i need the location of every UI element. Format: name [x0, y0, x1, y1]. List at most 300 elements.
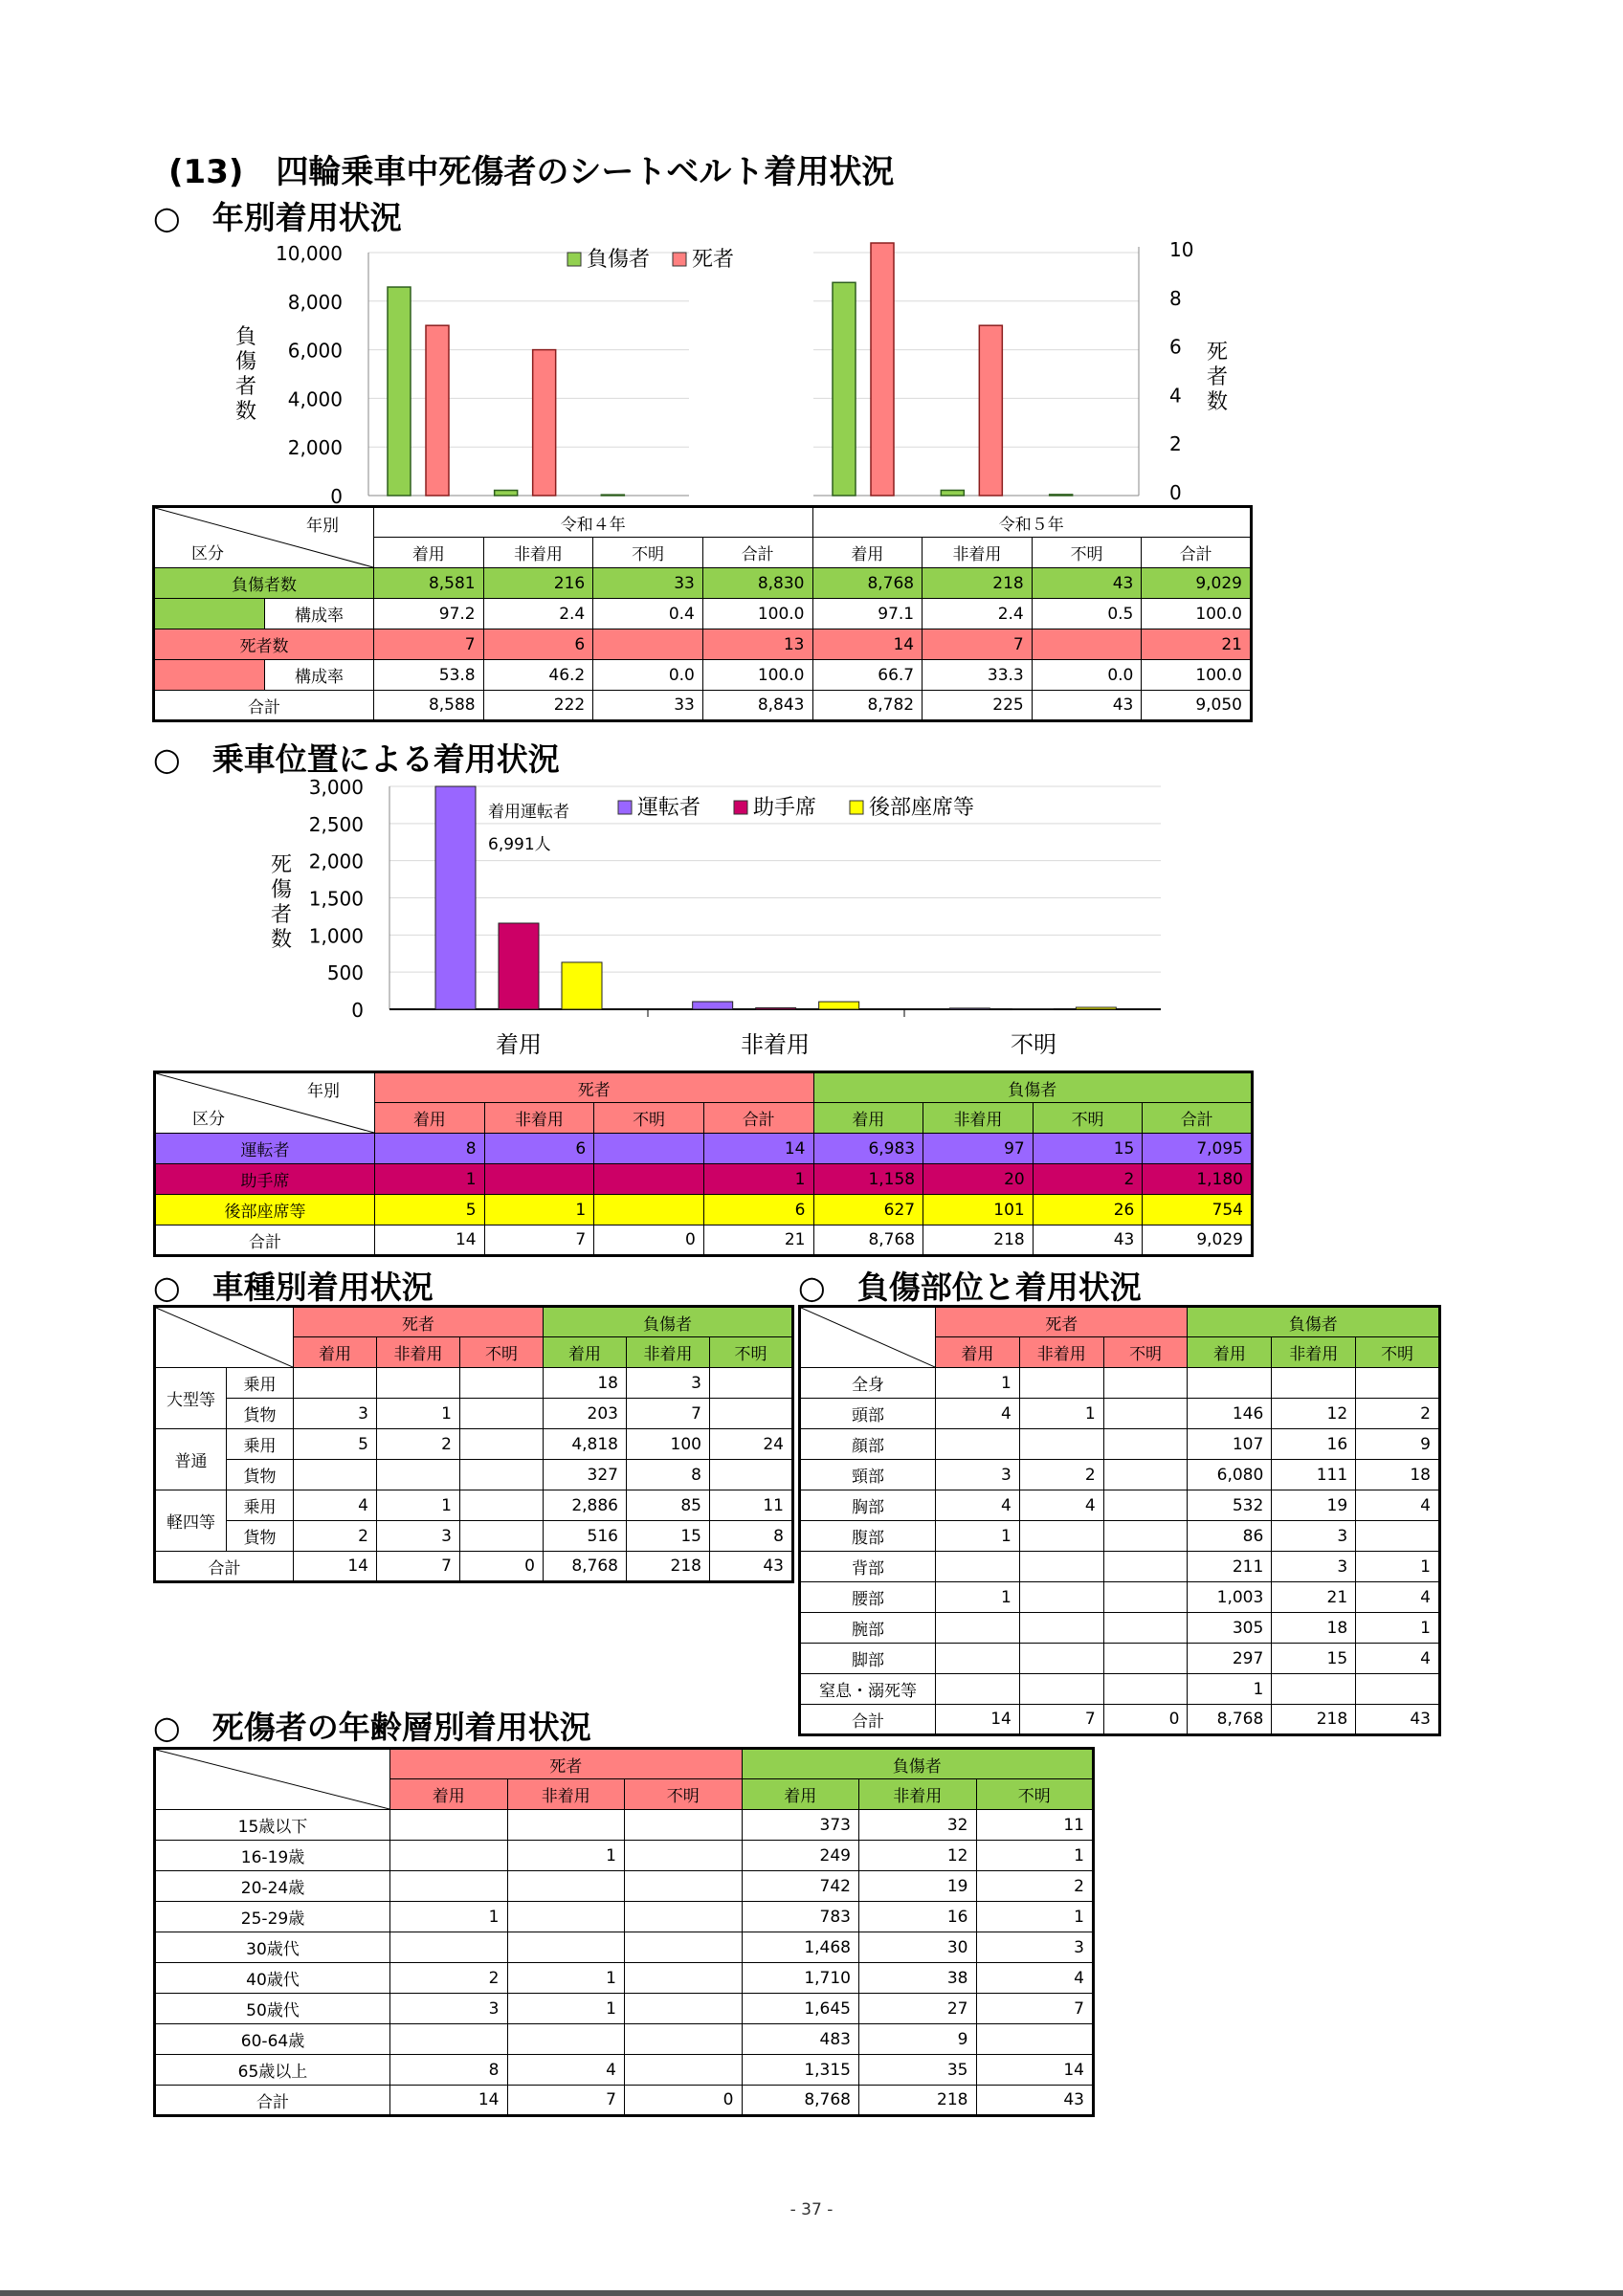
cell: 3: [627, 1368, 710, 1399]
cell: 6: [703, 1195, 813, 1225]
cell: 11: [976, 1810, 1094, 1841]
cell: 100.0: [1142, 660, 1252, 691]
cell: 8,830: [702, 568, 812, 599]
cell: [1103, 1674, 1188, 1705]
cell: 8: [710, 1521, 793, 1552]
cell: [1356, 1521, 1440, 1552]
group-header: 負傷者: [813, 1072, 1253, 1103]
cell: 85: [627, 1490, 710, 1521]
seat-table: [153, 1071, 1254, 1257]
cell: [390, 1932, 508, 1963]
cell: 7: [507, 2086, 625, 2116]
cell: [1019, 1552, 1103, 1582]
cell: 43: [1032, 568, 1142, 599]
yearly-table-year: 令和５年: [812, 507, 1252, 538]
cell: 8: [627, 1460, 710, 1490]
cell: 1,180: [1143, 1164, 1253, 1195]
yearly-left-ylabel: 負傷者数: [234, 325, 256, 424]
vehicle-category: 軽四等: [155, 1490, 227, 1552]
cell: [1103, 1582, 1188, 1613]
cell: [1272, 1368, 1356, 1399]
row-label: 構成率: [265, 660, 374, 691]
cell: 46.2: [483, 660, 593, 691]
cell: 8,588: [374, 691, 484, 721]
cell: 1,645: [742, 1994, 859, 2024]
cell: [1103, 1552, 1188, 1582]
cell: 19: [1272, 1490, 1356, 1521]
row-label: 腕部: [800, 1613, 936, 1644]
row-label: 60-64歳: [155, 2024, 390, 2055]
cell: [390, 1841, 508, 1871]
cell: 218: [859, 2086, 977, 2116]
right-tick-label: 2: [1169, 432, 1182, 456]
cell: 249: [742, 1841, 859, 1871]
cell: [1019, 1429, 1103, 1460]
cell: 4: [507, 2055, 625, 2086]
legend-rear-label: 後部座席等: [869, 796, 975, 820]
cell: 100.0: [1142, 599, 1252, 629]
cell: 33.3: [923, 660, 1033, 691]
cell: [294, 1460, 377, 1490]
col-header: 着用: [936, 1337, 1020, 1368]
row-label: 20-24歳: [155, 1871, 390, 1902]
col-header: 着用: [544, 1337, 627, 1368]
cell: 2,886: [544, 1490, 627, 1521]
cell: 783: [742, 1902, 859, 1932]
row-label: 腰部: [800, 1582, 936, 1613]
cell: 8,768: [812, 568, 923, 599]
cell: 754: [1143, 1195, 1253, 1225]
cell: [1103, 1368, 1188, 1399]
cell: [507, 1871, 625, 1902]
row-label: 脚部: [800, 1644, 936, 1674]
cell: [1019, 1613, 1103, 1644]
cell: 3: [976, 1932, 1094, 1963]
col-header: 不明: [976, 1779, 1094, 1810]
row-label: 背部: [800, 1552, 936, 1582]
bar-rear: [1076, 1007, 1116, 1009]
cell: 222: [483, 691, 593, 721]
cell: [625, 2055, 743, 2086]
tick-label: 2,500: [308, 812, 364, 836]
cell: [625, 1871, 743, 1902]
seat-chart-xlabel: 不明: [1011, 1031, 1056, 1058]
cell: 0.5: [1032, 599, 1142, 629]
cell: 38: [859, 1963, 977, 1994]
cell: [594, 1134, 704, 1164]
cell: 100: [627, 1429, 710, 1460]
cell: 1: [976, 1902, 1094, 1932]
cell: 297: [1188, 1644, 1272, 1674]
cell: [594, 1164, 704, 1195]
cell: 15: [1033, 1134, 1143, 1164]
cell: 0: [460, 1552, 544, 1582]
cell: 1: [936, 1582, 1020, 1613]
cell: 26: [1033, 1195, 1143, 1225]
cell: [460, 1368, 544, 1399]
cell: 3: [390, 1994, 508, 2024]
bar-killed-r5: [979, 325, 1002, 496]
cell: 2: [976, 1871, 1094, 1902]
vehicle-sub: 貨物: [227, 1399, 294, 1429]
cell: [1103, 1490, 1188, 1521]
cell: 483: [742, 2024, 859, 2055]
cell: 2: [377, 1429, 460, 1460]
cell: 8,768: [742, 2086, 859, 2116]
cell: 1: [507, 1963, 625, 1994]
right-tick-label: 0: [1169, 481, 1182, 504]
cell: 4: [1356, 1644, 1440, 1674]
cell: 7: [976, 1994, 1094, 2024]
col-header: 非着用: [1019, 1337, 1103, 1368]
bar-driver: [435, 786, 476, 1009]
cell: 0: [1103, 1705, 1188, 1735]
cell: [936, 1644, 1020, 1674]
cell: 21: [1142, 629, 1252, 660]
tick-label: 500: [326, 961, 364, 985]
cell: 2: [390, 1963, 508, 1994]
cell: 218: [923, 1225, 1034, 1256]
cell: [936, 1429, 1020, 1460]
cell: [460, 1460, 544, 1490]
cell: 7: [374, 629, 484, 660]
cell: 1: [936, 1521, 1020, 1552]
cell: 9: [1356, 1429, 1440, 1460]
cell: [460, 1490, 544, 1521]
cell: 15: [627, 1521, 710, 1552]
bar-rear: [819, 1002, 859, 1009]
col-header: 合計: [1142, 538, 1252, 568]
col-header: 着用: [375, 1103, 485, 1134]
vehicle-sub: 乗用: [227, 1368, 294, 1399]
cell: 1: [703, 1164, 813, 1195]
cell: 6,080: [1188, 1460, 1272, 1490]
cell: [625, 1994, 743, 2024]
cell: 97: [923, 1134, 1034, 1164]
col-header: 合計: [703, 1103, 813, 1134]
row-label: 助手席: [155, 1164, 375, 1195]
cell: 14: [976, 2055, 1094, 2086]
row-label: 顔部: [800, 1429, 936, 1460]
cell: 1: [1356, 1552, 1440, 1582]
cell: 4: [936, 1399, 1020, 1429]
cell: 7: [923, 629, 1033, 660]
cell: 9,029: [1142, 568, 1252, 599]
vehicle-category: 普通: [155, 1429, 227, 1490]
cell: 16: [1272, 1429, 1356, 1460]
yearly-table-corner: 年別 区分: [154, 507, 374, 568]
legend-injured-label: 負傷者: [587, 248, 651, 272]
left-tick-label: 2,000: [287, 436, 343, 460]
group-header: 死者: [936, 1307, 1188, 1337]
cell: [507, 2024, 625, 2055]
row-label: 合計: [155, 1552, 294, 1582]
row-label: 50歳代: [155, 1994, 390, 2024]
cell: 43: [1356, 1705, 1440, 1735]
right-tick-label: 6: [1169, 335, 1182, 359]
cell: 1: [390, 1902, 508, 1932]
cell: 211: [1188, 1552, 1272, 1582]
cell: [390, 1810, 508, 1841]
left-tick-label: 4,000: [287, 387, 343, 411]
cell: [294, 1368, 377, 1399]
cell: [1103, 1521, 1188, 1552]
cell: [1356, 1368, 1440, 1399]
cell: 1: [1019, 1399, 1103, 1429]
cell: 0: [594, 1225, 704, 1256]
cell: 14: [390, 2086, 508, 2116]
col-header: 着用: [742, 1779, 859, 1810]
seat-table-corner: 年別 区分: [155, 1072, 375, 1134]
bar-killed-r4: [533, 350, 556, 496]
right-tick-label: 10: [1169, 239, 1194, 261]
cell: 7: [627, 1399, 710, 1429]
cell: 33: [593, 568, 703, 599]
bar-injured-r5: [833, 282, 856, 496]
cell: [1103, 1429, 1188, 1460]
cell: 13: [702, 629, 812, 660]
cell: 14: [294, 1552, 377, 1582]
col-header: 着用: [390, 1779, 508, 1810]
tick-label: 2,000: [308, 850, 364, 873]
cell: 101: [923, 1195, 1034, 1225]
seat-chart-xlabel: 着用: [496, 1031, 542, 1058]
seat-chart-annotation-2: 6,991人: [488, 835, 551, 854]
row-label: 運転者: [155, 1134, 375, 1164]
cell: 1,003: [1188, 1582, 1272, 1613]
cell: 8,768: [813, 1225, 923, 1256]
cell: 43: [1032, 691, 1142, 721]
yearly-right-ylabel: 死者数: [1206, 341, 1228, 414]
col-header: 不明: [1103, 1337, 1188, 1368]
cell: 3: [1272, 1521, 1356, 1552]
col-header: 非着用: [483, 538, 593, 568]
legend-passenger-label: 助手席: [753, 796, 817, 820]
cell: 225: [923, 691, 1033, 721]
age-table-corner: [155, 1749, 390, 1810]
cell: 7,095: [1143, 1134, 1253, 1164]
cell: 35: [859, 2055, 977, 2086]
right-tick-label: 4: [1169, 384, 1182, 408]
cell: 2: [1356, 1399, 1440, 1429]
bar-passenger: [499, 923, 539, 1009]
cell: 18: [544, 1368, 627, 1399]
cell: [460, 1521, 544, 1552]
cell: [1019, 1674, 1103, 1705]
legend-passenger-swatch: [734, 801, 747, 814]
cell: 742: [742, 1871, 859, 1902]
cell: 1: [507, 1841, 625, 1871]
cell: 97.2: [374, 599, 484, 629]
vehicle-sub: 貨物: [227, 1521, 294, 1552]
cell: 21: [703, 1225, 813, 1256]
cell: 1: [976, 1841, 1094, 1871]
legend-driver-label: 運転者: [637, 796, 701, 820]
cell: [625, 1841, 743, 1871]
left-tick-label: 8,000: [287, 290, 343, 314]
cell: 4: [936, 1490, 1020, 1521]
cell: 12: [859, 1841, 977, 1871]
cell: [507, 1810, 625, 1841]
bar-driver: [693, 1002, 733, 1009]
cell: [625, 1963, 743, 1994]
cell: 1: [1356, 1613, 1440, 1644]
bar-driver: [949, 1008, 989, 1009]
section-heading-seat: ○ 乗車位置による着用状況: [153, 740, 560, 778]
cell: 0.0: [1032, 660, 1142, 691]
cell: 18: [1356, 1460, 1440, 1490]
seat-chart-ylabel: 死傷者数: [270, 853, 292, 952]
row-label: 16-19歳: [155, 1841, 390, 1871]
row-label: 頸部: [800, 1460, 936, 1490]
bar-injured-r4: [388, 287, 411, 496]
cell: 6,983: [813, 1134, 923, 1164]
col-header: 不明: [1356, 1337, 1440, 1368]
col-header: 合計: [702, 538, 812, 568]
vehicle-table: [153, 1305, 794, 1583]
page-title: (13) 四輪乗車中死傷者のシートベルト着用状況: [168, 153, 895, 191]
left-tick-label: 10,000: [276, 242, 343, 265]
cell: 218: [1272, 1705, 1356, 1735]
cell: [507, 1932, 625, 1963]
legend-injured-swatch: [567, 253, 581, 266]
cell: 3: [294, 1399, 377, 1429]
cell: 8,782: [812, 691, 923, 721]
left-tick-label: 6,000: [287, 339, 343, 363]
cell: [460, 1399, 544, 1429]
cell: 33: [593, 691, 703, 721]
section-heading-vehicle: ○ 車種別着用状況: [153, 1269, 434, 1306]
cell: [390, 2024, 508, 2055]
cell: [710, 1399, 793, 1429]
group-header: 負傷者: [742, 1749, 1094, 1779]
col-header: 非着用: [859, 1779, 977, 1810]
row-label: 頭部: [800, 1399, 936, 1429]
cell: 1: [936, 1368, 1020, 1399]
cell: [1103, 1644, 1188, 1674]
cell: 1,468: [742, 1932, 859, 1963]
cell: 8,768: [544, 1552, 627, 1582]
cell: 2: [1033, 1164, 1143, 1195]
col-header: 不明: [1032, 538, 1142, 568]
right-tick-label: 8: [1169, 286, 1182, 310]
cell: 6: [483, 629, 593, 660]
vehicle-sub: 乗用: [227, 1429, 294, 1460]
vehicle-table-corner: [155, 1307, 294, 1368]
cell: 53.8: [374, 660, 484, 691]
cell: [593, 629, 703, 660]
cell: [710, 1368, 793, 1399]
cell: 7: [1019, 1705, 1103, 1735]
cell: [625, 1902, 743, 1932]
cell: 5: [294, 1429, 377, 1460]
cell: 4: [294, 1490, 377, 1521]
tick-label: 1,500: [308, 887, 364, 911]
bar-killed-r4: [426, 325, 449, 496]
col-header: 非着用: [923, 1103, 1034, 1134]
cell: 8: [375, 1134, 485, 1164]
cell: [484, 1164, 594, 1195]
seat-chart-xlabel: 非着用: [741, 1031, 810, 1058]
cell: 9,050: [1142, 691, 1252, 721]
cell: 532: [1188, 1490, 1272, 1521]
col-header: 着用: [374, 538, 484, 568]
cell: 2: [294, 1521, 377, 1552]
cell: 27: [859, 1994, 977, 2024]
cell: 1: [1188, 1674, 1272, 1705]
legend-rear-swatch: [850, 801, 863, 814]
row-label: 負傷者数: [154, 568, 374, 599]
tick-label: 0: [351, 999, 364, 1022]
cell: 218: [627, 1552, 710, 1582]
row-label: 25-29歳: [155, 1902, 390, 1932]
bar-rear: [562, 962, 602, 1009]
cell: 1: [507, 1994, 625, 2024]
cell: 43: [976, 2086, 1094, 2116]
col-header: 合計: [1143, 1103, 1253, 1134]
cell: [936, 1552, 1020, 1582]
col-header: 不明: [710, 1337, 793, 1368]
cell: [507, 1902, 625, 1932]
col-header: 不明: [1033, 1103, 1143, 1134]
cell: 218: [923, 568, 1033, 599]
cell: 14: [703, 1134, 813, 1164]
col-header: 着用: [1188, 1337, 1272, 1368]
section-heading-yearly: ○ 年別着用状況: [153, 199, 402, 236]
cell: [936, 1613, 1020, 1644]
cell: 8,581: [374, 568, 484, 599]
group-header: 死者: [294, 1307, 544, 1337]
col-header: 着用: [813, 1103, 923, 1134]
cell: 4: [976, 1963, 1094, 1994]
cell: [1356, 1674, 1440, 1705]
seat-chart-annotation-1: 着用運転者: [488, 803, 569, 822]
cell: 1: [377, 1399, 460, 1429]
col-header: 着用: [812, 538, 923, 568]
bar-injured-r5: [1050, 495, 1073, 496]
cell: [1019, 1582, 1103, 1613]
cell: 9,029: [1143, 1225, 1253, 1256]
row-label: 65歳以上: [155, 2055, 390, 2086]
col-header: 非着用: [507, 1779, 625, 1810]
cell: 14: [936, 1705, 1020, 1735]
cell: 111: [1272, 1460, 1356, 1490]
cell: 4: [1019, 1490, 1103, 1521]
col-header: 非着用: [377, 1337, 460, 1368]
vehicle-sub: 貨物: [227, 1460, 294, 1490]
cell: 7: [484, 1225, 594, 1256]
col-header: 不明: [594, 1103, 704, 1134]
cell: 19: [859, 1871, 977, 1902]
cell: [377, 1460, 460, 1490]
cell: 373: [742, 1810, 859, 1841]
cell: [1019, 1521, 1103, 1552]
col-header: 非着用: [1272, 1337, 1356, 1368]
vehicle-category: 大型等: [155, 1368, 227, 1429]
cell: [936, 1674, 1020, 1705]
section-heading-age: ○ 死傷者の年齢層別着用状況: [153, 1709, 591, 1746]
cell: [976, 2024, 1094, 2055]
cell: 327: [544, 1460, 627, 1490]
yearly-chart: [220, 239, 1254, 507]
row-label: 後部座席等: [155, 1195, 375, 1225]
row-label: 死者数: [154, 629, 374, 660]
left-tick-label: 0: [330, 485, 343, 507]
legend-driver-swatch: [618, 801, 632, 814]
cell: 8,843: [702, 691, 812, 721]
col-header: 非着用: [923, 538, 1033, 568]
cell: 0: [625, 2086, 743, 2116]
